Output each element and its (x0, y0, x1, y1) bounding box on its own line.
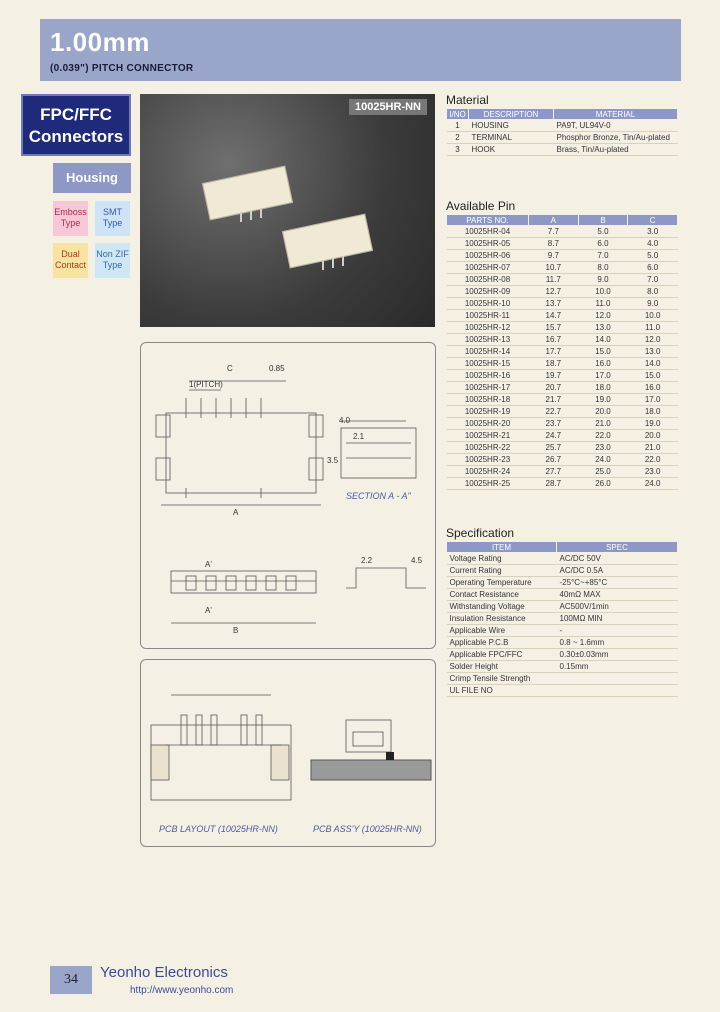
table-row (447, 418, 678, 430)
table-cell: 11.0 (578, 298, 628, 310)
label-a-prime-top: A' (205, 560, 212, 569)
table-header-row (447, 109, 678, 120)
page-subtitle: (0.039") PITCH CONNECTOR (50, 63, 194, 74)
table-header-row (447, 542, 678, 553)
table-cell: 16.0 (578, 358, 628, 370)
table-row (447, 120, 678, 132)
table-cell: 19.0 (578, 394, 628, 406)
table-row (447, 250, 678, 262)
table-row (447, 144, 678, 156)
table-cell: 7.7 (529, 226, 579, 238)
table-cell: 18.0 (628, 406, 678, 418)
table-cell: 4.0 (628, 238, 678, 250)
table-row (447, 478, 678, 490)
table-cell: 0.30±0.03mm (557, 649, 678, 661)
table-cell: AC/DC 50V (557, 553, 678, 565)
label-c: C (227, 364, 233, 373)
label-3-5: 3.5 (327, 456, 339, 465)
label-2-1: 2.1 (353, 432, 365, 441)
section-caption: SECTION A - A" (346, 491, 411, 501)
table-cell: 22.0 (628, 454, 678, 466)
table-row (447, 238, 678, 250)
label-pitch: 1(PITCH) (189, 380, 223, 389)
category-box (21, 94, 131, 156)
table-cell: Contact Resistance (447, 589, 557, 601)
table-row (447, 553, 678, 565)
table-cell: 15.0 (628, 370, 678, 382)
table-cell: 10025HR-07 (447, 262, 529, 274)
table-cell: 10025HR-20 (447, 418, 529, 430)
table-row (447, 625, 678, 637)
pin (250, 210, 252, 220)
table-cell: 0.8 ~ 1.6mm (557, 637, 678, 649)
table-cell: 22.7 (529, 406, 579, 418)
table-row (447, 358, 678, 370)
col-header: C (628, 215, 678, 226)
table-row (447, 132, 678, 144)
housing-label: Housing (53, 163, 131, 193)
table-cell: 17.0 (628, 394, 678, 406)
table-row (447, 601, 678, 613)
col-header: A (529, 215, 579, 226)
table-cell: 5.0 (628, 250, 678, 262)
available-pin-table (446, 214, 678, 490)
label-a: A (233, 508, 239, 517)
table-row (447, 298, 678, 310)
solder-pad (386, 752, 394, 760)
table-cell: 0.15mm (557, 661, 678, 673)
table-cell: 28.7 (529, 478, 579, 490)
category-line2: Connectors (28, 127, 124, 146)
table-cell: Crimp Tensile Strength (447, 673, 557, 685)
table-cell: 10.0 (578, 286, 628, 298)
table-cell: 7.0 (628, 274, 678, 286)
table-row (447, 661, 678, 673)
table-cell: 1 (447, 120, 469, 132)
table-cell: 14.7 (529, 310, 579, 322)
table-row (447, 430, 678, 442)
pcb-drawing-panel (140, 659, 436, 847)
table-cell: 19.7 (529, 370, 579, 382)
pin (332, 258, 334, 268)
table-cell: Brass, Tin/Au-plated (554, 144, 678, 156)
table-cell: 24.0 (578, 454, 628, 466)
pcb-drawing (141, 660, 437, 848)
table-cell: Insulation Resistance (447, 613, 557, 625)
pin (342, 256, 344, 266)
table-cell: 8.0 (628, 286, 678, 298)
table-cell: 19.0 (628, 418, 678, 430)
table-cell: 15.0 (578, 346, 628, 358)
table-row (447, 382, 678, 394)
table-header-row (447, 215, 678, 226)
table-cell: 10025HR-23 (447, 454, 529, 466)
available-pin-title: Available Pin (446, 199, 516, 213)
table-cell (557, 685, 678, 697)
col-header: SPEC (557, 542, 678, 553)
part-number-badge: 10025HR-NN (349, 99, 427, 115)
table-cell: 13.0 (578, 322, 628, 334)
pin (322, 260, 324, 270)
table-cell: 9.0 (578, 274, 628, 286)
table-cell: 10025HR-22 (447, 442, 529, 454)
table-cell: 23.0 (628, 466, 678, 478)
table-row (447, 685, 678, 697)
table-cell: HOUSING (469, 120, 554, 132)
table-cell: 18.0 (578, 382, 628, 394)
table-row (447, 322, 678, 334)
table-cell: 23.7 (529, 418, 579, 430)
table-cell: 9.0 (628, 298, 678, 310)
table-cell: 26.0 (578, 478, 628, 490)
table-row (447, 406, 678, 418)
table-cell: 17.0 (578, 370, 628, 382)
table-cell: Voltage Rating (447, 553, 557, 565)
table-cell: 21.7 (529, 394, 579, 406)
table-cell: 10025HR-10 (447, 298, 529, 310)
table-cell: - (557, 625, 678, 637)
tag-emboss-type: Emboss Type (53, 201, 88, 236)
tag-dual-contact: Dual Contact (53, 243, 88, 278)
connector-image-1 (202, 166, 293, 221)
table-cell: Solder Height (447, 661, 557, 673)
table-row (447, 262, 678, 274)
table-cell: 10025HR-17 (447, 382, 529, 394)
table-row (447, 466, 678, 478)
col-header: ITEM (447, 542, 557, 553)
table-cell: 10025HR-04 (447, 226, 529, 238)
table-row (447, 565, 678, 577)
table-row (447, 394, 678, 406)
table-cell: 20.0 (628, 430, 678, 442)
table-cell: 16.7 (529, 334, 579, 346)
table-cell: 10025HR-19 (447, 406, 529, 418)
table-cell: 20.0 (578, 406, 628, 418)
table-cell: 21.0 (628, 442, 678, 454)
col-header: I/NO (447, 109, 469, 120)
table-cell: 13.7 (529, 298, 579, 310)
table-cell (557, 673, 678, 685)
table-cell: 10025HR-14 (447, 346, 529, 358)
table-row (447, 286, 678, 298)
table-cell: 3.0 (628, 226, 678, 238)
table-cell: 23.0 (578, 442, 628, 454)
table-cell: 12.7 (529, 286, 579, 298)
table-cell: 24.0 (628, 478, 678, 490)
table-row (447, 577, 678, 589)
table-cell: Applicable P.C.B (447, 637, 557, 649)
table-row (447, 649, 678, 661)
pcb-layout-caption: PCB LAYOUT (10025HR-NN) (159, 824, 278, 834)
table-cell: 20.7 (529, 382, 579, 394)
table-cell: 9.7 (529, 250, 579, 262)
table-cell: 17.7 (529, 346, 579, 358)
table-cell: 8.0 (578, 262, 628, 274)
pcb-assy-caption: PCB ASS'Y (10025HR-NN) (313, 824, 422, 834)
col-header: PARTS NO. (447, 215, 529, 226)
table-cell: 21.0 (578, 418, 628, 430)
table-cell: 6.0 (628, 262, 678, 274)
connector-image-2 (282, 214, 373, 269)
table-cell: PA9T, UL94V-0 (554, 120, 678, 132)
table-cell: 18.7 (529, 358, 579, 370)
table-cell: Applicable Wire (447, 625, 557, 637)
label-a-prime-bottom: A' (205, 606, 212, 615)
label-4-5: 4.5 (411, 556, 423, 565)
page-title: 1.00mm (50, 27, 150, 57)
table-cell: 12.0 (578, 310, 628, 322)
table-cell: AC/DC 0.5A (557, 565, 678, 577)
col-header: MATERIAL (554, 109, 678, 120)
table-cell: 10025HR-06 (447, 250, 529, 262)
table-row (447, 274, 678, 286)
table-cell: 10025HR-08 (447, 274, 529, 286)
table-cell: 16.0 (628, 382, 678, 394)
label-4-0: 4.0 (339, 416, 351, 425)
table-cell: 10025HR-24 (447, 466, 529, 478)
pin (260, 208, 262, 218)
table-cell: 10025HR-13 (447, 334, 529, 346)
category-line1: FPC/FFC (40, 105, 112, 124)
table-cell: 13.0 (628, 346, 678, 358)
pin (240, 212, 242, 222)
table-row (447, 370, 678, 382)
col-header: B (578, 215, 628, 226)
table-cell: Current Rating (447, 565, 557, 577)
table-cell: Applicable FPC/FFC (447, 649, 557, 661)
table-cell: Phosphor Bronze, Tin/Au-plated (554, 132, 678, 144)
table-cell: TERMINAL (469, 132, 554, 144)
table-cell: 7.0 (578, 250, 628, 262)
company-name: Yeonho Electronics (100, 964, 228, 981)
table-cell: UL FILE NO (447, 685, 557, 697)
table-cell: HOOK (469, 144, 554, 156)
tag-non-zif-type: Non ZIF Type (95, 243, 130, 278)
table-cell: 10025HR-12 (447, 322, 529, 334)
product-photo (140, 94, 435, 327)
table-cell: 100MΩ MIN (557, 613, 678, 625)
table-cell: 6.0 (578, 238, 628, 250)
table-cell: 10025HR-05 (447, 238, 529, 250)
table-row (447, 310, 678, 322)
table-cell: AC500V/1min (557, 601, 678, 613)
table-cell: 25.0 (578, 466, 628, 478)
page-header (40, 19, 681, 81)
table-row (447, 613, 678, 625)
table-row (447, 589, 678, 601)
table-cell: 22.0 (578, 430, 628, 442)
table-cell: -25°C~+85°C (557, 577, 678, 589)
table-cell: 14.0 (628, 358, 678, 370)
table-cell: 27.7 (529, 466, 579, 478)
specification-table (446, 541, 678, 697)
col-header: DESCRIPTION (469, 109, 554, 120)
table-row (447, 346, 678, 358)
table-row (447, 334, 678, 346)
table-cell: 10025HR-21 (447, 430, 529, 442)
material-table (446, 108, 678, 156)
dimension-drawing-panel (140, 342, 436, 649)
table-cell: 40mΩ MAX (557, 589, 678, 601)
table-cell: 11.7 (529, 274, 579, 286)
table-cell: 10.7 (529, 262, 579, 274)
table-cell: 10.0 (628, 310, 678, 322)
label-b: B (233, 626, 239, 635)
table-cell: 3 (447, 144, 469, 156)
table-cell: 24.7 (529, 430, 579, 442)
tag-smt-type: SMT Type (95, 201, 130, 236)
table-cell: 10025HR-09 (447, 286, 529, 298)
table-cell: 12.0 (628, 334, 678, 346)
table-row (447, 442, 678, 454)
table-cell: 11.0 (628, 322, 678, 334)
material-title: Material (446, 93, 489, 107)
table-cell: 5.0 (578, 226, 628, 238)
table-cell: 10025HR-18 (447, 394, 529, 406)
specification-title: Specification (446, 526, 515, 540)
table-cell: Operating Temperature (447, 577, 557, 589)
table-cell: 10025HR-25 (447, 478, 529, 490)
table-cell: 26.7 (529, 454, 579, 466)
table-cell: 15.7 (529, 322, 579, 334)
label-2-2: 2.2 (361, 556, 373, 565)
table-row (447, 226, 678, 238)
pcb-board-shape (311, 760, 431, 780)
table-cell: 2 (447, 132, 469, 144)
table-row (447, 637, 678, 649)
table-cell: 10025HR-11 (447, 310, 529, 322)
table-row (447, 454, 678, 466)
table-cell: 14.0 (578, 334, 628, 346)
company-url[interactable]: http://www.yeonho.com (130, 985, 234, 996)
label-0-85: 0.85 (269, 364, 285, 373)
table-cell: 10025HR-16 (447, 370, 529, 382)
table-row (447, 673, 678, 685)
page-number: 34 (50, 966, 92, 994)
table-cell: 8.7 (529, 238, 579, 250)
table-cell: 10025HR-15 (447, 358, 529, 370)
table-cell: 25.7 (529, 442, 579, 454)
table-cell: Withstanding Voltage (447, 601, 557, 613)
